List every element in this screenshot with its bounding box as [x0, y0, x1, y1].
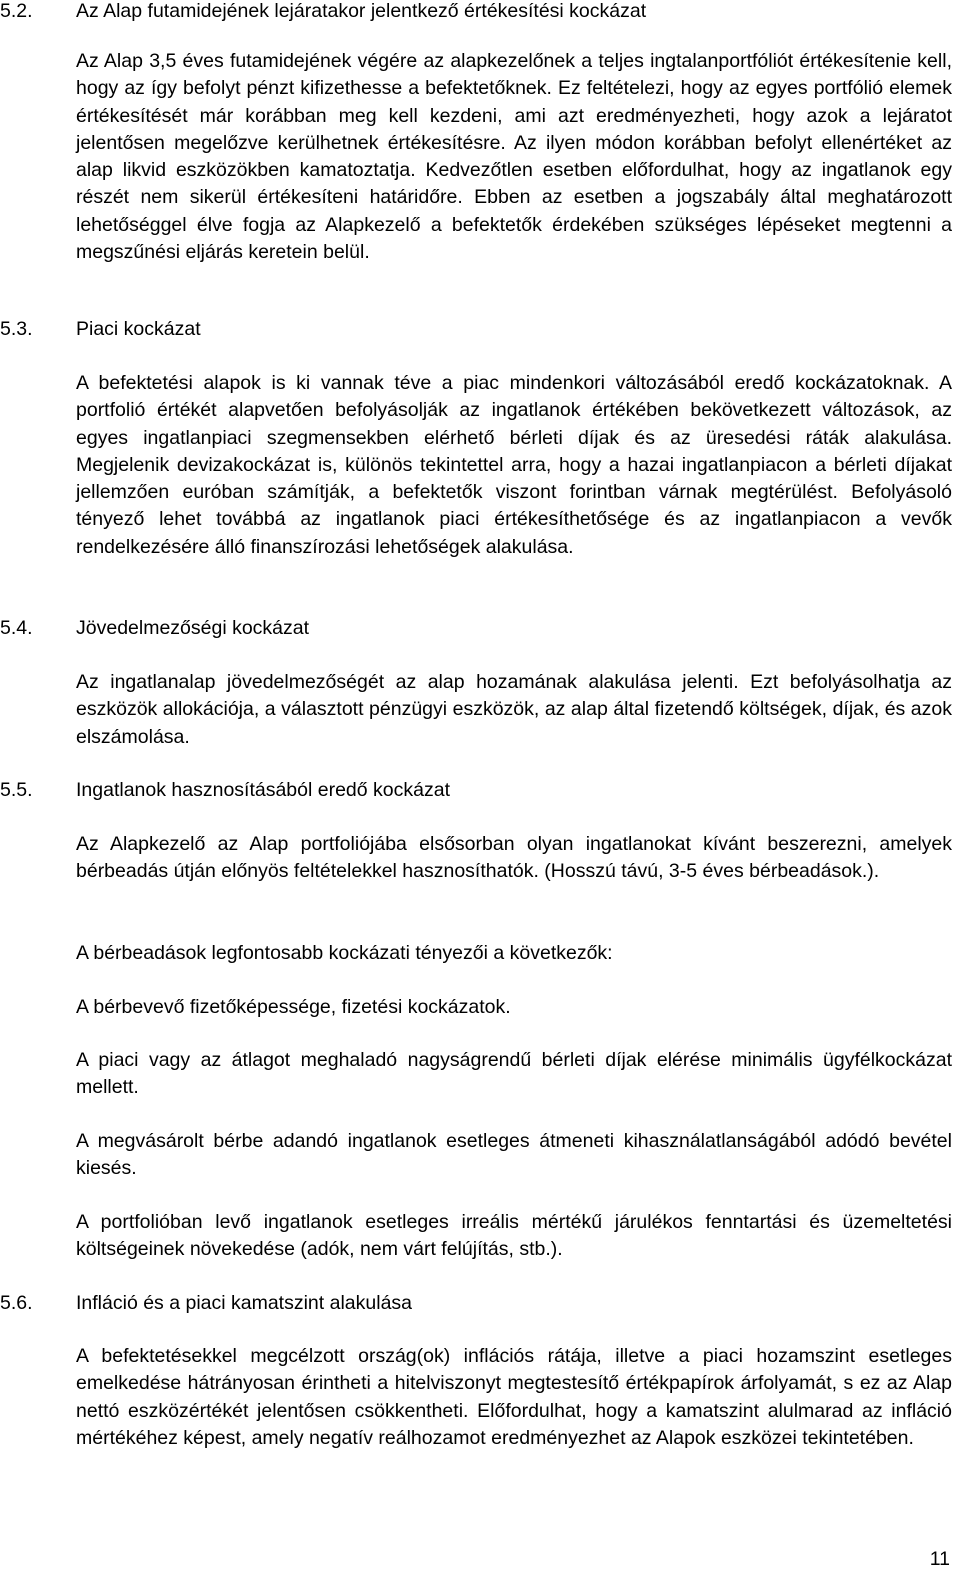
paragraph-5-5-item-2: A piaci vagy az átlagot meghaladó nagyságrendű bérleti díjak elérése minimális ügyfélkockázat mellett.: [76, 1049, 952, 1099]
paragraph-5-5-factors: A bérbeadások legfontosabb kockázati tényezői a következők:: [76, 942, 613, 964]
paragraph-5-3: A befektetési alapok is ki vannak téve a piac mindenkori változásából eredő kockázatoknak. A portfolió értékét alapvetően befolyásolják az ingatlanok értékében bekövetkezett változások, az egyes ingatlanpiaci szegmensekben elérhető bérleti díjak és az üresedési ráták alakulása. Megjelenik devizakockázat is, különös tekintettel arra, hogy a hazai ingatlanpiacon a bérleti díjakat jellemzően euróban számítják, a befektetők viszont forintban várnak megtérülést. Befolyásoló tényező lehet továbbá az ingatlanok piaci értékesíthetősége és az ingatlanpiacon a vevők rendelkezésére álló finanszírozási lehetőségek alakulása.: [76, 372, 952, 558]
section-title: Az Alap futamidejének lejáratakor jelentkező értékesítési kockázat: [76, 0, 647, 22]
section-number: 5.3.: [0, 318, 33, 340]
page-number: 11: [929, 1548, 950, 1570]
section-number: 5.2.: [0, 0, 33, 22]
paragraph-5-5-item-4: A portfolióban levő ingatlanok esetleges irreális mértékű járulékos fenntartási és üzemeltetési költségeinek növekedése (adók, nem várt felújítás, stb.).: [76, 1211, 952, 1261]
paragraph-5-2: Az Alap 3,5 éves futamidejének végére az alapkezelőnek a teljes ingtalanportfóliót értékesítenie kell, hogy az így befolyt pénzt kifizethesse a befektetőknek. Ez feltételezi, hogy az egyes portfólió elemek értékesítését már korábban meg kell kezdeni, ami azt eredményezheti, hogy azok a lejáratot jelentősen megelőzve kerülhetnek értékesítésre. Az ilyen módon korábban befolyt ellenértéket az alap likvid eszközökben kamatoztatja. Kedvezőtlen esetben előfordulhat, hogy az ingatlanok egy részét nem sikerül értékesíteni határidőre. Ebben az esetben a jogszabály által meghatározott lehetőséggel élve fogja az Alapkezelő a befektetők érdekében szükséges lépéseket megtenni a megszűnési eljárás keretein belül.: [76, 50, 952, 264]
section-title: Infláció és a piaci kamatszint alakulása: [76, 1292, 413, 1314]
paragraph-5-5-item-1: A bérbevevő fizetőképessége, fizetési kockázatok.: [76, 996, 511, 1018]
section-number: 5.4.: [0, 617, 33, 639]
section-title: Ingatlanok hasznosításából eredő kockázat: [76, 779, 450, 801]
paragraph-5-5-intro: Az Alapkezelő az Alap portfoliójába elsősorban olyan ingatlanokat kívánt beszerezni, amelyek bérbeadás útján előnyös feltételekkel hasznosíthatók. (Hosszú távú, 3-5 éves bérbeadások.).: [76, 833, 952, 883]
paragraph-5-4: Az ingatlanalap jövedelmezőségét az alap hozamának alakulása jelenti. Ezt befolyásolhatja az eszközök allokációja, a választott pénzügyi eszközök, az alap által fizetendő költségek, díjak, és azok elszámolása.: [76, 671, 952, 748]
section-title: Piaci kockázat: [76, 318, 201, 340]
paragraph-5-5-item-3: A megvásárolt bérbe adandó ingatlanok esetleges átmeneti kihasználatlanságából adódó bevétel kiesés.: [76, 1130, 952, 1180]
section-number: 5.5.: [0, 779, 33, 801]
section-number: 5.6.: [0, 1292, 33, 1314]
section-title: Jövedelmezőségi kockázat: [76, 617, 310, 639]
paragraph-5-6: A befektetésekkel megcélzott ország(ok) inflációs rátája, illetve a piaci hozamszint esetleges emelkedése hátrányosan érintheti a hitelviszonyt megtestesítő értékpapírok árfolyamát, s ez az Alap nettó eszközértékét jelentősen csökkentheti. Előfordulhat, hogy a kamatszint alulmarad az infláció mértékéhez képest, amely negatív reálhozamot eredményezhet az Alapok eszközei tekintetében.: [76, 1345, 952, 1449]
